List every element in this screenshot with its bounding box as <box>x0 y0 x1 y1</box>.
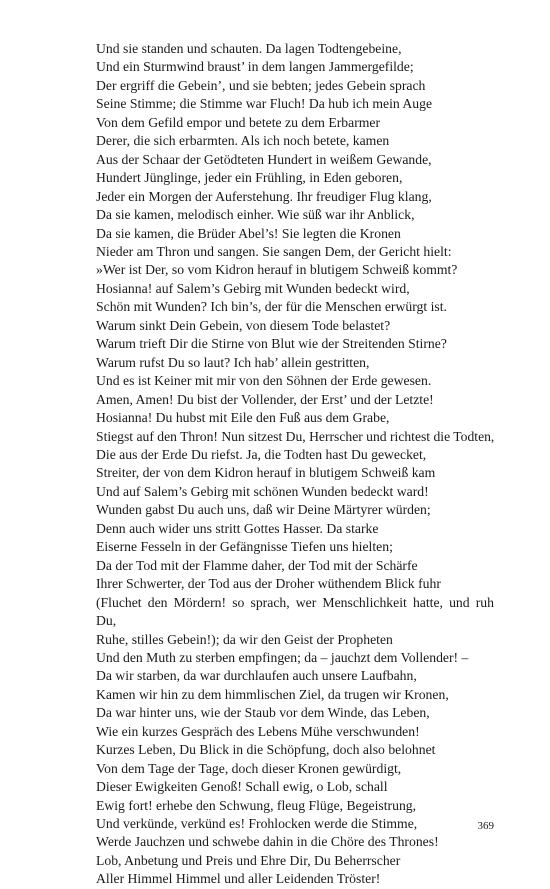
poem-line: Und ein Sturmwind braust’ in dem langen Jammergefilde; <box>96 59 414 75</box>
poem-line: Hosianna! Du hubst mit Eile den Fuß aus dem Grabe, <box>96 410 390 426</box>
poem-line: Und sie standen und schauten. Da lagen Todtengebeine, <box>96 41 402 56</box>
poem-line: Und den Muth zu sterben empfingen; da – jauchzt dem Vollender! – <box>96 649 469 665</box>
poem-line: Warum sinkt Dein Gebein, von diesem Tode belastet? <box>96 317 391 333</box>
poem-line: Denn auch wider uns stritt Gottes Hasser. Da starke <box>96 520 379 536</box>
poem-line: (Fluchet den Mördern! so sprach, wer Menschlichkeit hatte, und ruh <box>96 594 494 610</box>
poem-line: Da der Tod mit der Flamme daher, der Tod mit der Schärfe <box>96 557 418 573</box>
poem-line: Warum trieft Dir die Stirne von Blut wie der Streitenden Stirne? <box>96 336 447 352</box>
poem-line: Ihrer Schwerter, der Tod aus der Droher wüthendem Blick fuhr <box>96 576 441 592</box>
poem-line: Da sie kamen, melodisch einher. Wie süß war ihr Anblick, <box>96 207 415 223</box>
poem-line: Der ergriff die Gebein’, und sie bebten; jedes Gebein sprach <box>96 77 426 93</box>
poem-line: Kamen wir hin zu dem himmlischen Ziel, da trugen wir Kronen, <box>96 686 449 702</box>
poem-line: Wunden gabst Du auch uns, daß wir Deine Märtyrer würden; <box>96 502 431 518</box>
poem-line: Ewig fort! erhebe den Schwung, fleug Flüge, Begeistrung, <box>96 797 417 813</box>
poem-line: Da wir starben, da war durchlaufen auch unsere Laufbahn, <box>96 668 417 684</box>
poem-line: Eiserne Fesseln in der Gefängnisse Tiefen uns hielten; <box>96 539 393 555</box>
poem-line: Und es ist Keiner mit mir von den Söhnen der Erde gewesen. <box>96 373 432 389</box>
poem-line: Stiegst auf den Thron! Nun sitzest Du, Herrscher und richtest die Todten, <box>96 428 495 444</box>
poem-line: Warum rufst Du so laut? Ich hab’ allein gestritten, <box>96 354 370 370</box>
poem-line: Von dem Tage der Tage, doch dieser Kronen gewürdigt, <box>96 760 402 776</box>
poem-text <box>96 40 494 889</box>
poem-line: Da war hinter uns, wie der Staub vor dem Winde, das Leben, <box>96 705 430 721</box>
poem-line: Aller Himmel Himmel und aller Leidenden Tröster! <box>96 871 381 887</box>
poem-line: Und verkünde, verkünd es! Frohlocken werde die Stimme, <box>96 816 418 832</box>
poem-line: Aus der Schaar der Getödteten Hundert in weißem Gewande, <box>96 151 432 167</box>
poem-line: Wie ein kurzes Gespräch des Lebens Mühe verschwunden! <box>96 723 420 739</box>
poem-line: Seine Stimme; die Stimme war Fluch! Da hub ich mein Auge <box>96 96 433 112</box>
poem-line: Werde Jauchzen und schwebe dahin in die Chöre des Thrones! <box>96 834 439 850</box>
poem-line: Ruhe, stilles Gebein!); da wir den Geist der Propheten <box>96 631 393 647</box>
poem-line: Da sie kamen, die Brüder Abel’s! Sie legten die Kronen <box>96 225 401 241</box>
poem-line: Du, <box>96 613 117 629</box>
poem-line: »Wer ist Der, so vom Kidron herauf in blutigem Schweiß kommt? <box>96 262 458 278</box>
poem-line: Die aus der Erde Du riefst. Ja, die Todten hast Du gewecket, <box>96 446 427 462</box>
poem-line: Jeder ein Morgen der Auferstehung. Ihr freudiger Flug klang, <box>96 188 432 204</box>
poem-line: Von dem Gefild empor und betete zu dem Erbarmer <box>96 114 381 130</box>
poem-line: Amen, Amen! Du bist der Vollender, der Erst’ und der Letzte! <box>96 391 434 407</box>
poem-line: Und auf Salem’s Gebirg mit schönen Wunden bedeckt ward! <box>96 483 429 499</box>
page-number: 369 <box>477 820 494 832</box>
poem-line: Nieder am Thron und sangen. Sie sangen Dem, der Gericht hielt: <box>96 243 452 259</box>
poem-line: Hundert Jünglinge, jeder ein Frühling, in Eden geboren, <box>96 170 403 186</box>
poem-line: Lob, Anbetung und Preis und Ehre Dir, Du Beherrscher <box>96 852 401 868</box>
poem-line: Hosianna! auf Salem’s Gebirg mit Wunden bedeckt wird, <box>96 280 410 296</box>
poem-line: Derer, die sich erbarmten. Als ich noch betete, kamen <box>96 133 390 149</box>
poem-line: Kurzes Leben, Du Blick in die Schöpfung, doch also belohnet <box>96 742 436 758</box>
poem-line: Dieser Ewigkeiten Genoß! Schall ewig, o Lob, schall <box>96 779 388 795</box>
poem-line: Schön mit Wunden? Ich bin’s, der für die Menschen erwürgt ist. <box>96 299 447 315</box>
poem-line: Streiter, der von dem Kidron herauf in blutigem Schweiß kam <box>96 465 436 481</box>
